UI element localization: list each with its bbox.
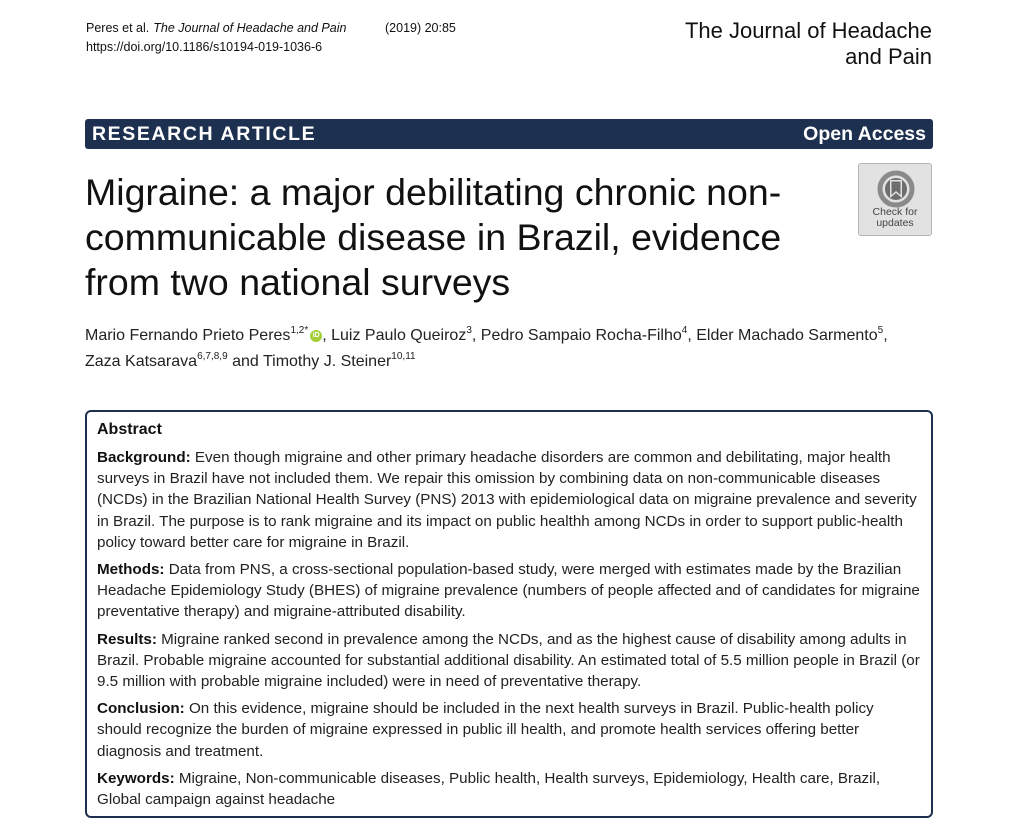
abstract-conclusion	[97, 698, 920, 762]
section-label: Background:	[97, 449, 191, 466]
doi-link[interactable]: https://doi.org/10.1186/s10194-019-1036-6	[86, 40, 323, 54]
section-text: Migraine ranked second in prevalence among the NCDs, and as the highest cause of disability among adults in Brazil. Probable migraine accounted for substantial additional disability. An estimated total of 5.5 million people in Brazil (or 9.5 million with probable migraine included) were in need of preventative therapy.	[97, 630, 920, 691]
section-text: On this evidence, migraine should be included in the next health surveys in Brazil. Public-health policy should recognize the burden of migraine expressed in public ill health, and promote health services offering better diagnosis and treatment.	[97, 700, 874, 760]
section-label: Methods:	[97, 561, 165, 579]
journal-name	[632, 18, 932, 70]
journal-name-line1: The Journal of Headache	[684, 18, 932, 43]
citation-authors: Peres et al.	[86, 21, 150, 35]
open-access-label: Open Access	[803, 122, 926, 145]
abstract-heading: Abstract	[97, 421, 162, 438]
citation-journal: The Journal of Headache and Pain	[153, 21, 347, 35]
citation-line	[86, 19, 456, 38]
author-affiliation: 1,2*	[290, 324, 309, 336]
orcid-icon[interactable]: iD	[310, 330, 322, 342]
author-affiliation: 6,7,8,9	[197, 350, 228, 362]
citation-year-volume: (2019) 20:85	[385, 21, 456, 35]
section-label: Results:	[97, 630, 157, 648]
journal-name-line2: and Pain	[845, 44, 932, 69]
check-for-updates-label: Check for updates	[872, 206, 918, 229]
section-label: Conclusion:	[97, 700, 185, 718]
title-line3: from two national surveys	[85, 261, 511, 303]
abstract-methods	[97, 559, 920, 623]
bookmark-ring-icon	[876, 170, 916, 208]
author-affiliation: 10,11	[391, 350, 416, 362]
abstract-background	[97, 447, 920, 553]
article-title	[85, 170, 845, 305]
section-text: Even though migraine and other primary headache disorders are common and debilitating, major health surveys in Brazil have not included them. We repair this omission by combining data on non-communicable diseases (NCDs) in the Brazilian National Health Survey (PNS) 2013 with epidemiological data on migraine prevalence and severity in Brazil. The purpose is to rank migraine and its impact on public healthh among NCDs in order to support public-health policy toward better care for migraine in Brazil.	[97, 449, 917, 551]
author-name[interactable]: Mario Fernando Prieto Peres	[85, 327, 291, 344]
abstract-keywords	[97, 768, 920, 810]
author-name[interactable]: Elder Machado Sarmento	[696, 327, 878, 344]
author-affiliation: 3	[466, 324, 472, 336]
author-name[interactable]: Timothy J. Steiner	[262, 353, 392, 370]
title-line2: communicable disease in Brazil, evidence	[85, 216, 782, 258]
abstract-box	[85, 410, 933, 818]
author-name[interactable]: Zaza Katsarava	[85, 353, 198, 370]
title-line1: Migraine: a major debilitating chronic non-	[85, 171, 782, 213]
author-affiliation: 4	[681, 324, 688, 336]
author-name[interactable]: Luiz Paulo Queiroz	[331, 327, 467, 344]
section-text: Migraine, Non-communicable diseases, Public health, Health surveys, Epidemiology, Health care, Brazil, Global campaign against headache	[97, 769, 881, 809]
section-label: Keywords:	[97, 769, 175, 787]
abstract-results	[97, 629, 920, 693]
section-text: Data from PNS, a cross-sectional population-based study, were merged with estimates made by the Brazilian Headache Epidemiology Study (BHES) of migraine prevalence (numbers of people affected and of candidates for migraine preventative therapy) and migraine-attributed disability.	[97, 561, 920, 621]
author-affiliation: 5	[877, 324, 884, 336]
author-name[interactable]: Pedro Sampaio Rocha-Filho	[480, 327, 682, 344]
check-for-updates-button[interactable]	[858, 163, 932, 236]
citation-block	[86, 19, 456, 57]
article-type-banner	[85, 119, 933, 149]
article-type: RESEARCH ARTICLE	[92, 122, 317, 145]
author-list: Mario Fernando Prieto Peres$^{1,2*}$ iD , Luiz Paulo Queiroz$^3$, Pedro Sampaio Rocha-Filho$^4$, Elder Machado Sarmento$^5$, Zaza Katsarava$^{6,7,8,9}$ and Timothy J. Steiner$^{10,11}$	[85, 324, 888, 370]
